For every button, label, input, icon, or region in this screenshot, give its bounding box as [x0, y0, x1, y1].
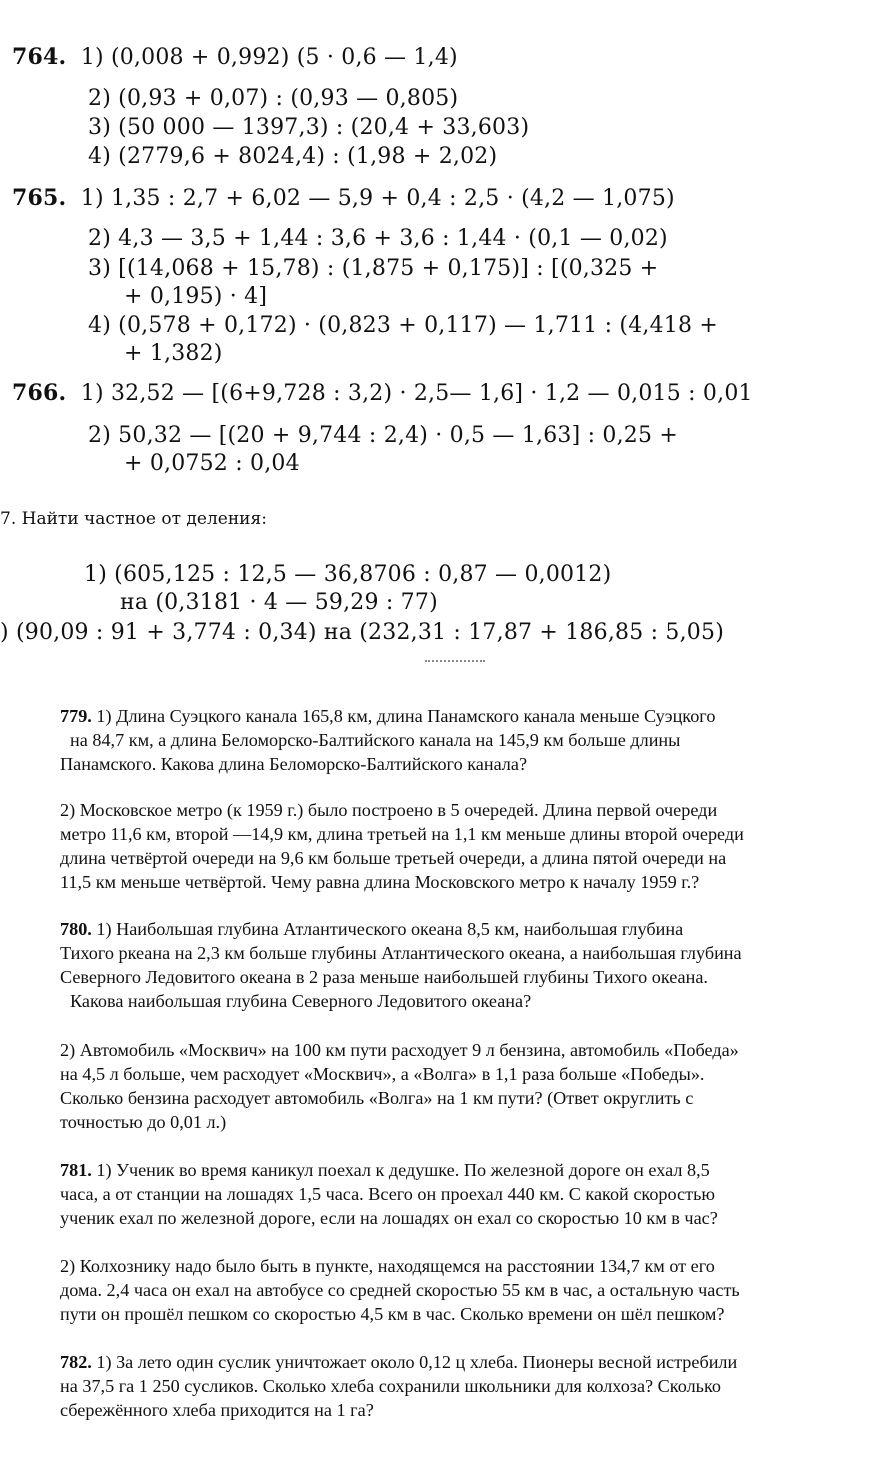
exercise-764-line-1 [12, 44, 458, 70]
problem-780-text-1: 1) Наибольшая глубина Атлантического океана 8,5 км, наибольшая глубина [91, 919, 684, 939]
exercise-765-number: 765. [12, 185, 67, 211]
exercise-764-expr-3: 3) (50 000 — 1397,3) : (20,4 + 33,603) [88, 115, 530, 140]
problem-780-part2-text-2: на 4,5 л больше, чем расходует «Москвич», а «Волга» в 1,1 раза больше «Победы». [60, 1064, 705, 1084]
problem-779-line-1 [60, 706, 715, 727]
problem-780-part2-text-3: Сколько бензина расходует автомобиль «Волга» на 1 км пути? (Ответ округлить с [60, 1088, 694, 1108]
exercise-767-expr-2: ) (90,09 : 91 + 3,774 : 0,34) на (232,31 : 17,87 + 186,85 : 5,05) [0, 620, 724, 645]
problem-781-text-1: 1) Ученик во время каникул поехал к дедушке. По железной дороге он ехал 8,5 [91, 1160, 710, 1180]
problem-782-number: 782. [60, 1352, 92, 1372]
problem-781-text-2: часа, а от станции на лошадях 1,5 часа. Всего он проехал 440 км. С какой скоростью [60, 1184, 715, 1204]
problem-779-part2-text-4: 11,5 км меньше четвёртой. Чему равна длина Московского метро к началу 1959 г.? [60, 872, 700, 892]
problem-779-text-2: на 84,7 км, а длина Беломорско-Балтийского канала на 145,9 км больше длины [70, 730, 681, 750]
problem-781-part2-text-1: 2) Колхознику надо было быть в пункте, находящемся на расстоянии 134,7 км от его [60, 1256, 715, 1276]
problem-782-line-1 [60, 1352, 737, 1373]
exercise-767-heading: 7. Найти частное от деления: [0, 509, 267, 529]
problem-780-part2-text-1: 2) Автомобиль «Москвич» на 100 км пути расходует 9 л бензина, автомобиль «Победа» [60, 1040, 739, 1060]
exercise-766-number: 766. [12, 380, 67, 406]
exercise-766-expr-1: 1) 32,52 — [(6+9,728 : 3,2) · 2,5— 1,6] · 1,2 — 0,015 : 0,01 [80, 381, 753, 406]
exercise-765-expr-2: 2) 4,3 — 3,5 + 1,44 : 3,6 + 3,6 : 1,44 · (0,1 — 0,02) [88, 226, 668, 251]
exercise-765-expr-3-cont: + 0,195) · 4] [124, 284, 268, 309]
problem-780-part2-text-4: точностью до 0,01 л.) [60, 1112, 227, 1132]
exercise-767-expr-1: 1) (605,125 : 12,5 — 36,8706 : 0,87 — 0,0012) [84, 562, 612, 587]
exercise-766-expr-2-cont: + 0,0752 : 0,04 [124, 451, 300, 476]
problem-782-text-3: сбережённого хлеба приходится на 1 га? [60, 1400, 374, 1420]
problem-782-text-2: на 37,5 га 1 250 сусликов. Сколько хлеба сохранили школьники для колхоза? Сколько [60, 1376, 721, 1396]
problem-780-text-4: Какова наибольшая глубина Северного Ледовитого океана? [70, 991, 532, 1011]
problem-779-part2-text-2: метро 11,6 км, второй —14,9 км, длина третьей на 1,1 км меньше длины второй очереди [60, 824, 744, 844]
problem-781-number: 781. [60, 1160, 92, 1180]
exercise-765-expr-1: 1) 1,35 : 2,7 + 6,02 — 5,9 + 0,4 : 2,5 · (4,2 — 1,075) [80, 186, 675, 211]
problem-779-part2-text-3: длина четвёртой очереди на 9,6 км больше третьей очереди, а длина пятой очереди на [60, 848, 727, 868]
exercise-765-expr-4: 4) (0,578 + 0,172) · (0,823 + 0,117) — 1,711 : (4,418 + [88, 313, 719, 338]
problem-781-part2-text-3: пути он прошёл пешком со скоростью 4,5 км в час. Сколько времени он шёл пешком? [60, 1304, 725, 1324]
problem-782-text-1: 1) За лето один суслик уничтожает около 0,12 ц хлеба. Пионеры весной истребили [91, 1352, 738, 1372]
problem-779-number: 779. [60, 706, 92, 726]
exercise-764-expr-2: 2) (0,93 + 0,07) : (0,93 — 0,805) [88, 86, 459, 111]
exercise-765-expr-4-cont: + 1,382) [124, 341, 223, 366]
exercise-765-line-1 [12, 185, 675, 211]
problem-780-text-2: Тихого ркеана на 2,3 км больше глубины Атлантического океана, а наибольшая глубина [60, 943, 742, 963]
exercise-764-expr-1: 1) (0,008 + 0,992) (5 · 0,6 — 1,4) [80, 45, 458, 70]
problem-779-text-1: 1) Длина Суэцкого канала 165,8 км, длина Панамского канала меньше Суэцкого [91, 706, 716, 726]
exercise-766-line-1 [12, 380, 753, 406]
problem-781-text-3: ученик ехал по железной дороге, если на лошадях он ехал со скоростью 10 км в час? [60, 1208, 718, 1228]
exercise-767-expr-1-cont: на (0,3181 · 4 — 59,29 : 77) [120, 590, 438, 615]
section-divider [425, 660, 485, 665]
exercise-766-expr-2: 2) 50,32 — [(20 + 9,744 : 2,4) · 0,5 — 1,63] : 0,25 + [88, 423, 679, 448]
exercise-764-number: 764. [12, 44, 67, 70]
problem-780-number: 780. [60, 919, 92, 939]
problem-781-part2-text-2: дома. 2,4 часа он ехал на автобусе со средней скоростью 55 км в час, а остальную часть [60, 1280, 740, 1300]
problem-779-part2-text-1: 2) Московское метро (к 1959 г.) было построено в 5 очередей. Длина первой очереди [60, 800, 718, 820]
problem-781-line-1 [60, 1160, 710, 1181]
exercise-764-expr-4: 4) (2779,6 + 8024,4) : (1,98 + 2,02) [88, 144, 498, 169]
exercise-765-expr-3: 3) [(14,068 + 15,78) : (1,875 + 0,175)] : [(0,325 + [88, 256, 659, 281]
problem-780-text-3: Северного Ледовитого океана в 2 раза меньше наибольшей глубины Тихого океана. [60, 967, 708, 987]
problem-780-line-1 [60, 919, 683, 940]
problem-779-text-3: Панамского. Какова длина Беломорско-Балтийского канала? [60, 754, 528, 774]
